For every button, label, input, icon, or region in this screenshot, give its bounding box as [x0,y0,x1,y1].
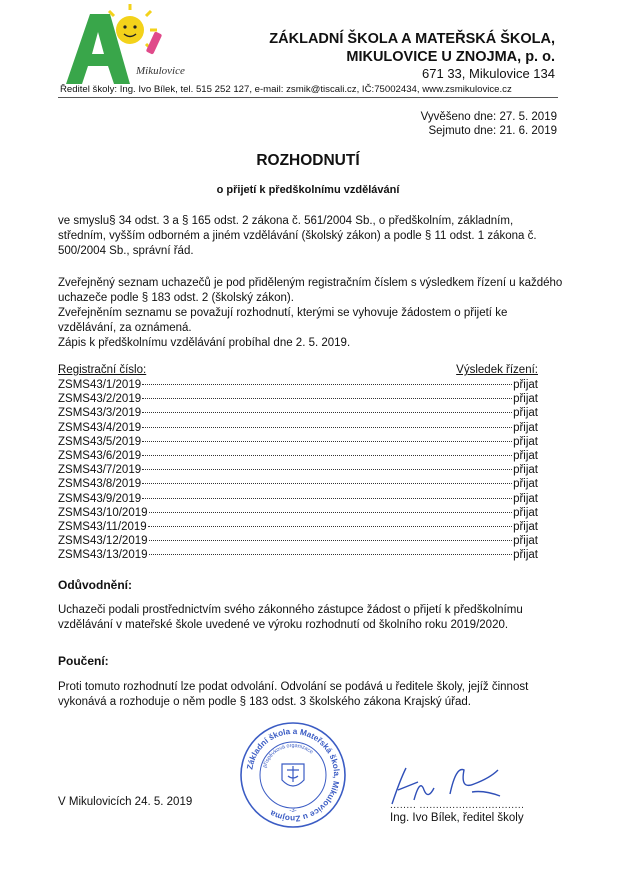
info-paragraph [58,276,563,351]
signatory-name: Ing. Ivo Bílek, ředitel školy [390,812,524,824]
official-stamp [238,720,348,830]
admission-result: přijat [513,478,538,491]
list-item [58,378,538,392]
list-item [58,492,538,506]
list-item [58,534,538,548]
document-subtitle: o přijetí k předškolnímu vzdělávání [216,184,400,196]
registration-number: ZSMS43/5/2019 [58,435,142,448]
dot-leader [149,512,513,513]
list-item [58,435,538,449]
registration-number: ZSMS43/7/2019 [58,464,142,477]
list-item [58,506,538,520]
posting-dates [380,110,557,138]
admission-result: přijat [513,549,538,562]
list-item [58,406,538,420]
legal-basis-paragraph: ve smyslu§ 34 odst. 3 a § 165 odst. 2 zákona č. 561/2004 Sb., o předškolním, základním, středním, vyšším odborném a jiném vzdělávání (školský zákon) a podle § 11 odst. 1 zákona č. 500/2004 Sb., správní řád. [58,215,537,257]
registration-number: ZSMS43/1/2019 [58,379,142,391]
dot-leader [149,554,513,555]
school-name: ZÁKLADNÍ ŠKOLA A MATEŘSKÁ ŠKOLA, MIKULOVICE U ZNOJMA, p. o. [269,31,555,65]
list-item [58,449,538,463]
signature-line: ........ ................................ [390,800,525,811]
list-header [58,364,538,378]
admission-result: přijat [513,535,538,548]
list-item [58,463,538,477]
dot-leader [142,498,512,499]
column-result: Výsledek řízení: [456,364,538,376]
dot-leader [142,412,512,413]
justification-heading: Odůvodnění: [58,578,132,592]
justification-text: Uchazeči podali prostřednictvím svého zákonného zástupce žádost o přijetí k předškolnímu vzdělávání v mateřské škole uvedené ve výroku rozhodnutí od školního roku 2019/2020. [58,604,523,631]
admission-result: přijat [513,407,538,420]
dot-leader [149,540,513,541]
registration-number: ZSMS43/2/2019 [58,393,142,406]
list-item [58,477,538,491]
list-rows [58,378,538,562]
registration-number: ZSMS43/4/2019 [58,421,142,434]
registration-number: ZSMS43/8/2019 [58,478,142,491]
dot-leader [142,427,512,428]
instruction-text: Proti tomuto rozhodnutí lze podat odvolání. Odvolání se podává u ředitele školy, jejíž činnost vykonává a rozhoduje o něm podle § 183 odst. 3 školského zákona Krajský úřad. [58,681,529,708]
registration-number: ZSMS43/13/2019 [58,549,148,562]
registration-number: ZSMS43/9/2019 [58,492,142,505]
dot-leader [142,384,512,385]
registration-number: ZSMS43/11/2019 [58,520,147,533]
stamp-ring-text: Základní škola a Mateřská škola, Mikulovice u Znojma [245,726,342,824]
applicant-list [58,364,538,562]
registration-number: ZSMS43/12/2019 [58,535,148,548]
admission-result: přijat [513,520,538,533]
info-line-1: Zveřejněný seznam uchazečů je pod přiděleným registračním číslem s výsledkem řízení u každého uchazeče podle § 183 odst. 2 (školský zákon). [58,277,563,304]
admission-result: přijat [513,379,538,391]
admission-result: přijat [513,506,538,519]
header-divider [58,97,558,98]
info-line-3: Zápis k předškolnímu vzdělávání probíhal dne 2. 5. 2019. [58,337,351,349]
list-item [58,392,538,406]
admission-result: přijat [513,464,538,477]
school-address: 671 33, Mikulovice 134 [422,66,555,81]
list-item [58,520,538,534]
stamp-inner-text: příspěvková organizace [262,742,314,769]
admission-result: přijat [513,421,538,434]
column-registration-number: Registrační číslo: [58,364,147,376]
coat-of-arms-icon [282,764,304,786]
admission-result: přijat [513,449,538,462]
registration-number: ZSMS43/6/2019 [58,449,142,462]
info-line-2: Zveřejněním seznamu se považují rozhodnutí, kterými se vyhovuje žádostem o přijetí ke vzdělávání, za oznámená. [58,307,508,334]
logo-sun [116,16,144,44]
posted-date: Vyvěšeno dne: 27. 5. 2019 [420,111,557,123]
dot-leader [142,441,512,442]
dot-leader [148,526,512,527]
dot-leader [142,469,512,470]
dot-leader [142,398,512,399]
list-item [58,421,538,435]
contact-line: Ředitel školy: Ing. Ivo Bílek, tel. 515 252 127, e-mail: zsmik@tiscali.cz, IČ:75002434, www.zsmikulovice.cz [60,84,512,95]
admission-result: přijat [513,492,538,505]
list-item [58,548,538,562]
registration-number: ZSMS43/3/2019 [58,407,142,420]
document-title: ROZHODNUTÍ [256,152,360,169]
removed-date: Sejmuto dne: 21. 6. 2019 [428,125,557,137]
admission-result: přijat [513,435,538,448]
dot-leader [142,455,512,456]
instruction-heading: Poučení: [58,654,109,668]
school-logo [58,8,185,88]
registration-number: ZSMS43/10/2019 [58,506,148,519]
admission-result: přijat [513,393,538,406]
logo-caption: Mikulovice [136,65,185,77]
place-and-date: V Mikulovicích 24. 5. 2019 [58,796,193,808]
dot-leader [142,483,512,484]
stamp-number: -3- [289,808,297,814]
